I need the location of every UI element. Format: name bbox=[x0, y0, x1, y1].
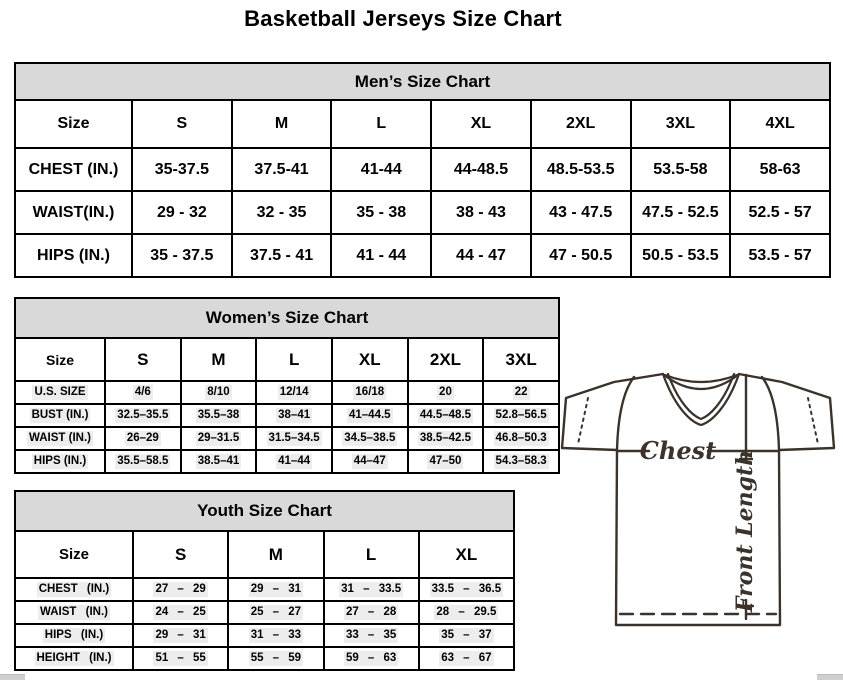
column-header: S bbox=[132, 100, 232, 148]
column-header: M bbox=[232, 100, 332, 148]
table-cell: 41-44 bbox=[331, 148, 431, 191]
table-cell bbox=[408, 404, 484, 427]
table-cell bbox=[324, 647, 419, 670]
cell-value: 4/6 bbox=[134, 386, 151, 399]
cell-value: WAIST (IN.) bbox=[29, 432, 91, 445]
table-cell: 35 - 38 bbox=[331, 191, 431, 234]
cell-value: BUST (IN.) bbox=[31, 409, 89, 422]
cell-value: 52.8–56.5 bbox=[495, 409, 547, 422]
column-header-size: Size bbox=[15, 531, 133, 578]
table-row bbox=[15, 578, 514, 601]
row-label: HIPS (IN.) bbox=[15, 234, 132, 277]
table-cell bbox=[228, 601, 323, 624]
cell-value: 26–29 bbox=[126, 432, 159, 445]
table-cell: 47.5 - 52.5 bbox=[631, 191, 731, 234]
column-header-size: Size bbox=[15, 338, 105, 381]
table-cell: 38 - 43 bbox=[431, 191, 531, 234]
table-cell: 53.5 - 57 bbox=[730, 234, 830, 277]
table-cell bbox=[408, 427, 484, 450]
mens-size-chart bbox=[14, 62, 831, 278]
youth-size-chart bbox=[14, 490, 515, 671]
table-cell bbox=[408, 381, 484, 404]
table-cell bbox=[228, 624, 323, 647]
cell-value: 38.5–41 bbox=[197, 455, 240, 468]
table-cell: 43 - 47.5 bbox=[531, 191, 631, 234]
table-cell bbox=[419, 624, 514, 647]
table-cell: 58-63 bbox=[730, 148, 830, 191]
row-label bbox=[15, 381, 105, 404]
mens-header-row bbox=[15, 100, 830, 148]
cell-value: 38–41 bbox=[278, 409, 311, 422]
table-cell bbox=[181, 450, 257, 473]
cell-value: HEIGHT (IN.) bbox=[36, 652, 112, 665]
table-row bbox=[15, 234, 830, 277]
column-header: L bbox=[331, 100, 431, 148]
table-cell: 47 - 50.5 bbox=[531, 234, 631, 277]
table-cell bbox=[228, 578, 323, 601]
front-length-label: Front Length bbox=[732, 449, 758, 613]
table-cell bbox=[483, 404, 559, 427]
table-cell: 37.5 - 41 bbox=[232, 234, 332, 277]
cell-value: 12/14 bbox=[279, 386, 309, 399]
table-row bbox=[15, 624, 514, 647]
row-label bbox=[15, 624, 133, 647]
table-cell bbox=[133, 578, 228, 601]
table-row bbox=[15, 427, 559, 450]
cell-value: HIPS (IN.) bbox=[33, 455, 87, 468]
column-header: XL bbox=[431, 100, 531, 148]
table-cell bbox=[181, 381, 257, 404]
column-header: 2XL bbox=[531, 100, 631, 148]
table-cell bbox=[133, 647, 228, 670]
table-cell bbox=[332, 427, 408, 450]
table-cell: 53.5-58 bbox=[631, 148, 731, 191]
column-header: 3XL bbox=[631, 100, 731, 148]
column-header: 2XL bbox=[408, 338, 484, 381]
page-title: Basketball Jerseys Size Chart bbox=[244, 6, 562, 31]
right-cuff-dashed-line bbox=[808, 398, 818, 444]
cell-value: 59 – 63 bbox=[345, 652, 397, 665]
cell-value: 29–31.5 bbox=[197, 432, 240, 445]
cell-value: 35.5–38 bbox=[197, 409, 240, 422]
table-cell bbox=[256, 404, 332, 427]
table-cell bbox=[332, 404, 408, 427]
row-label bbox=[15, 647, 133, 670]
row-label bbox=[15, 578, 133, 601]
column-header: XL bbox=[419, 531, 514, 578]
table-cell bbox=[332, 450, 408, 473]
row-label: WAIST(IN.) bbox=[15, 191, 132, 234]
table-cell bbox=[483, 381, 559, 404]
table-cell bbox=[181, 404, 257, 427]
cell-value: 34.5–38.5 bbox=[344, 432, 396, 445]
table-cell bbox=[181, 427, 257, 450]
table-cell bbox=[133, 624, 228, 647]
table-cell bbox=[256, 450, 332, 473]
table-cell: 41 - 44 bbox=[331, 234, 431, 277]
cell-value: 28 – 29.5 bbox=[436, 606, 497, 619]
cell-value: 20 bbox=[439, 386, 452, 399]
table-cell bbox=[105, 404, 181, 427]
row-label bbox=[15, 404, 105, 427]
table-cell bbox=[256, 427, 332, 450]
jersey-left-seam bbox=[617, 377, 634, 450]
cell-value: 24 – 25 bbox=[155, 606, 206, 619]
womens-header-row bbox=[15, 338, 559, 381]
column-header: L bbox=[256, 338, 332, 381]
table-cell: 52.5 - 57 bbox=[730, 191, 830, 234]
left-cuff-dashed-line bbox=[578, 398, 588, 444]
cell-value: 31 – 33 bbox=[250, 629, 302, 642]
cell-value: 27 – 29 bbox=[155, 583, 206, 596]
table-row bbox=[15, 647, 514, 670]
table-cell: 44-48.5 bbox=[431, 148, 531, 191]
column-header: 4XL bbox=[730, 100, 830, 148]
cell-value: CHEST (IN.) bbox=[38, 583, 110, 596]
table-row bbox=[15, 148, 830, 191]
table-cell bbox=[105, 450, 181, 473]
cell-value: 44–47 bbox=[353, 455, 386, 468]
table-row bbox=[15, 381, 559, 404]
column-header: XL bbox=[332, 338, 408, 381]
table-cell bbox=[324, 578, 419, 601]
cell-value: 31 – 33.5 bbox=[341, 583, 402, 596]
cell-value: HIPS (IN.) bbox=[44, 629, 104, 642]
table-cell bbox=[324, 624, 419, 647]
column-header: 3XL bbox=[483, 338, 559, 381]
cell-value: 31.5–34.5 bbox=[268, 432, 320, 445]
table-cell bbox=[419, 578, 514, 601]
mens-chart-title: Men’s Size Chart bbox=[15, 63, 830, 100]
table-cell bbox=[483, 427, 559, 450]
cell-value: 46.8–50.3 bbox=[495, 432, 547, 445]
cell-value: 32.5–35.5 bbox=[117, 409, 169, 422]
table-cell bbox=[256, 381, 332, 404]
cell-value: 55 – 59 bbox=[250, 652, 302, 665]
cell-value: WAIST (IN.) bbox=[40, 606, 108, 619]
table-cell: 37.5-41 bbox=[232, 148, 332, 191]
row-label bbox=[15, 601, 133, 624]
table-row bbox=[15, 450, 559, 473]
jersey-measurement-diagram bbox=[556, 362, 840, 662]
table-cell: 29 - 32 bbox=[132, 191, 232, 234]
column-header: M bbox=[228, 531, 323, 578]
table-cell bbox=[419, 601, 514, 624]
table-cell: 35-37.5 bbox=[132, 148, 232, 191]
row-label: CHEST (IN.) bbox=[15, 148, 132, 191]
womens-chart-title: Women’s Size Chart bbox=[15, 298, 559, 338]
womens-size-chart bbox=[14, 297, 560, 474]
column-header: L bbox=[324, 531, 419, 578]
jersey-outline bbox=[562, 374, 834, 625]
cell-value: 38.5–42.5 bbox=[419, 432, 472, 445]
table-cell bbox=[228, 647, 323, 670]
row-label bbox=[15, 450, 105, 473]
cell-value: 27 – 28 bbox=[345, 606, 397, 619]
chest-label: Chest bbox=[639, 436, 717, 465]
table-cell: 48.5-53.5 bbox=[531, 148, 631, 191]
jersey-right-seam bbox=[762, 377, 779, 450]
cell-value: 25 – 27 bbox=[250, 606, 302, 619]
cell-value: 63 – 67 bbox=[441, 652, 492, 665]
cell-value: 47–50 bbox=[429, 455, 462, 468]
table-cell: 44 - 47 bbox=[431, 234, 531, 277]
table-row bbox=[15, 404, 559, 427]
cell-value: U.S. SIZE bbox=[34, 386, 86, 399]
cell-value: 33.5 – 36.5 bbox=[431, 583, 502, 596]
table-cell bbox=[105, 427, 181, 450]
row-label bbox=[15, 427, 105, 450]
column-header: S bbox=[133, 531, 228, 578]
cell-value: 16/18 bbox=[355, 386, 385, 399]
table-cell bbox=[483, 450, 559, 473]
cell-value: 29 – 31 bbox=[250, 583, 302, 596]
column-header: S bbox=[105, 338, 181, 381]
jersey-collar bbox=[663, 374, 739, 425]
cell-value: 41–44.5 bbox=[349, 409, 391, 422]
cell-value: 51 – 55 bbox=[155, 652, 206, 665]
table-cell: 35 - 37.5 bbox=[132, 234, 232, 277]
cell-value: 22 bbox=[514, 386, 528, 399]
column-header-size: Size bbox=[15, 100, 132, 148]
cell-value: 33 – 35 bbox=[345, 629, 397, 642]
youth-chart-title: Youth Size Chart bbox=[15, 491, 514, 531]
table-cell bbox=[105, 381, 181, 404]
table-row bbox=[15, 601, 514, 624]
column-header: M bbox=[181, 338, 257, 381]
cell-value: 8/10 bbox=[207, 386, 230, 399]
table-cell bbox=[419, 647, 514, 670]
table-cell bbox=[332, 381, 408, 404]
table-cell bbox=[324, 601, 419, 624]
table-cell bbox=[408, 450, 484, 473]
table-cell bbox=[133, 601, 228, 624]
cell-value: 35.5–58.5 bbox=[117, 455, 169, 468]
table-cell: 50.5 - 53.5 bbox=[631, 234, 731, 277]
cell-value: 54.3–58.3 bbox=[495, 455, 547, 468]
cell-value: 35 – 37 bbox=[441, 629, 492, 642]
table-cell: 32 - 35 bbox=[232, 191, 332, 234]
cell-value: 41–44 bbox=[278, 455, 311, 468]
youth-header-row bbox=[15, 531, 514, 578]
scrollbar-thumb-fragment[interactable] bbox=[0, 674, 25, 680]
cell-value: 44.5–48.5 bbox=[419, 409, 472, 422]
cell-value: 29 – 31 bbox=[155, 629, 206, 642]
table-row bbox=[15, 191, 830, 234]
scrollbar-corner-fragment bbox=[817, 674, 843, 680]
